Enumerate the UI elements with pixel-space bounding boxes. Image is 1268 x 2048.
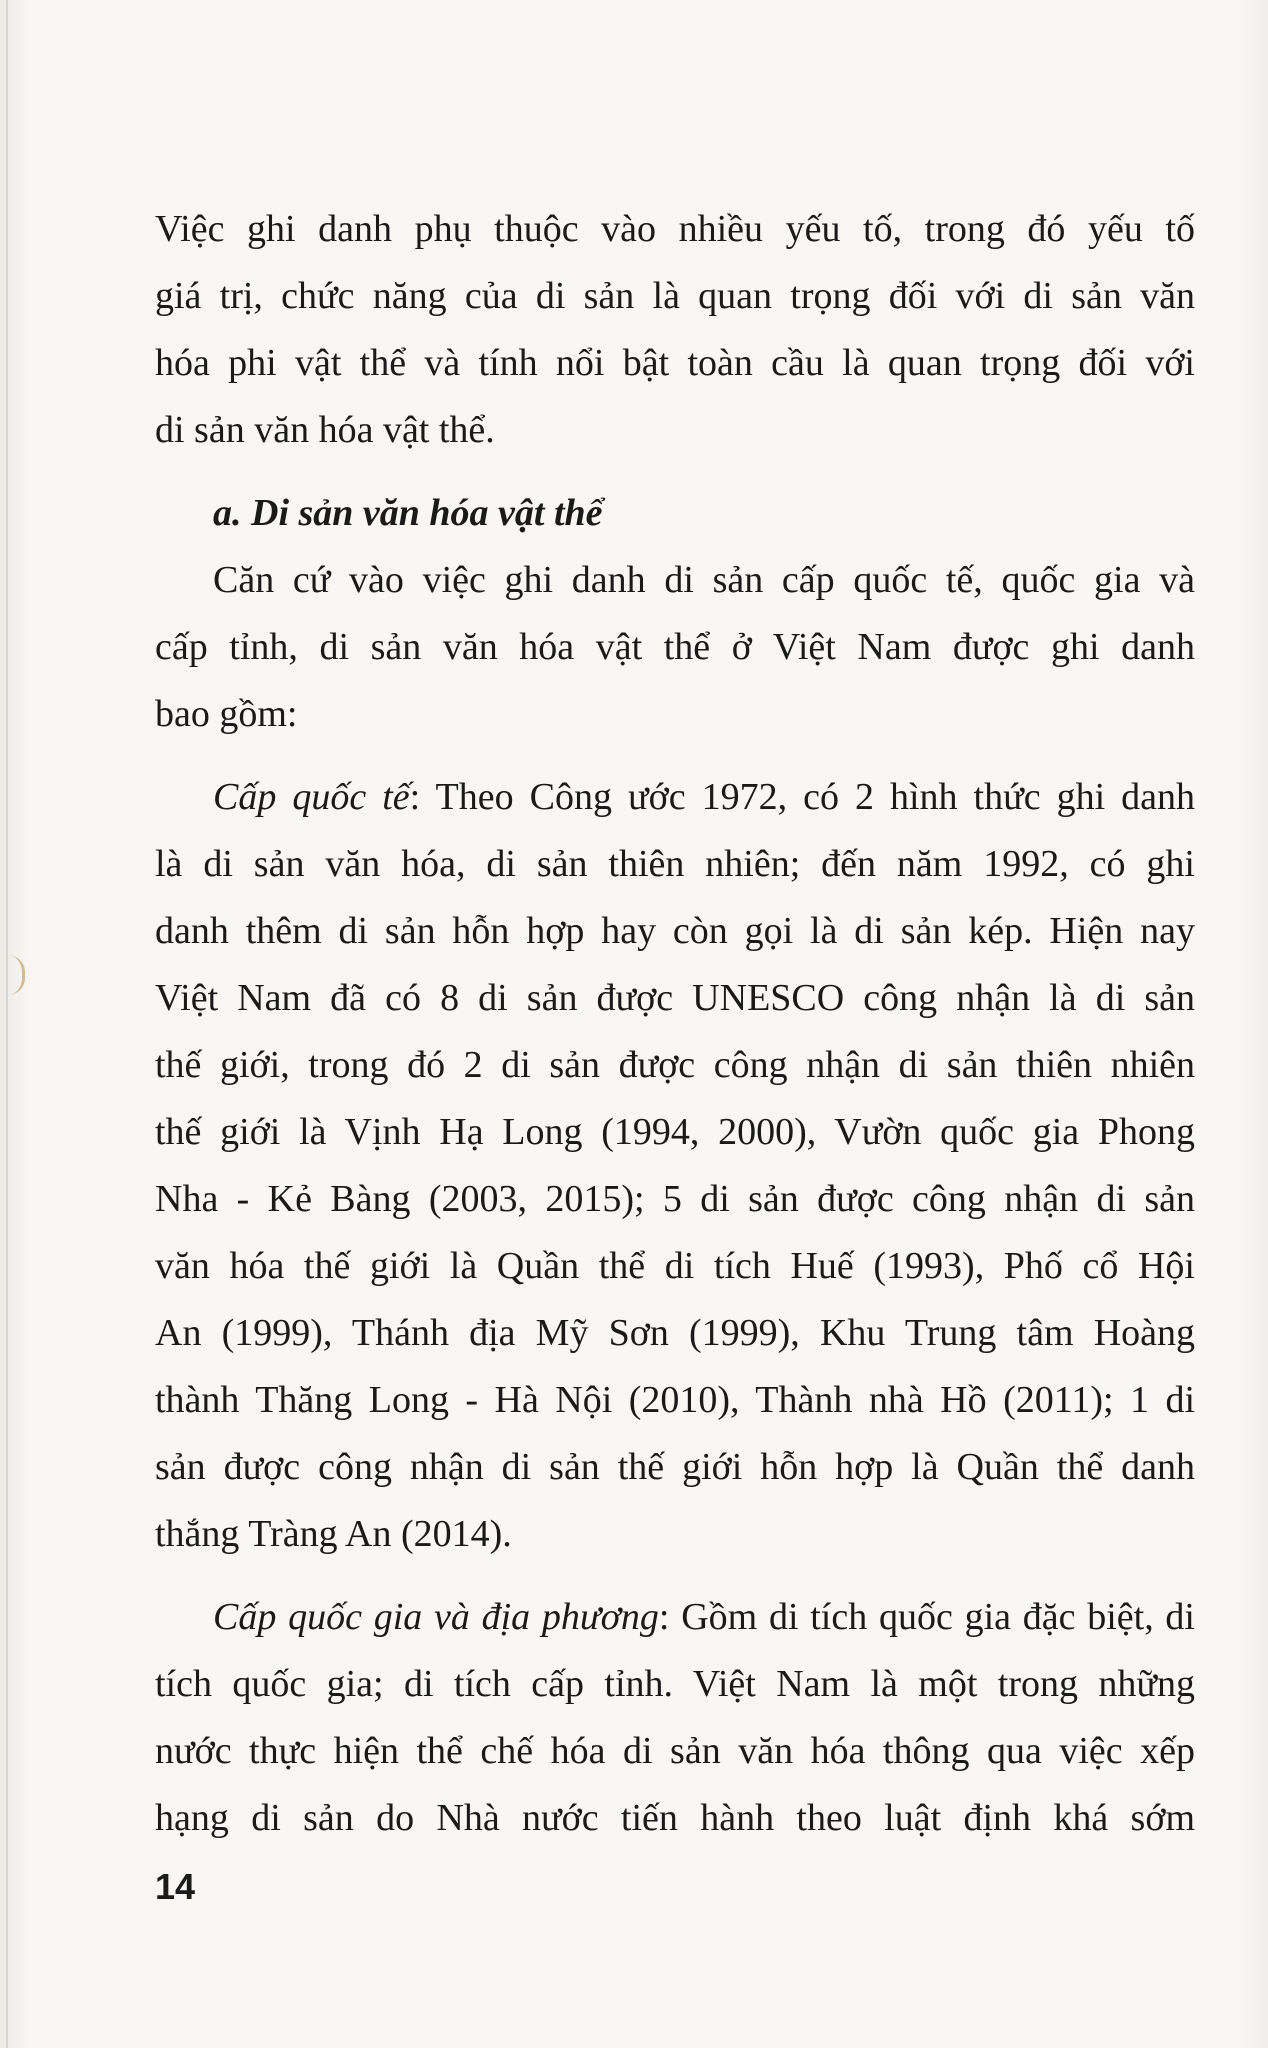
page-edge — [6, 0, 8, 2048]
text-line: danh thêm di sản hỗn hợp hay còn gọi là di sản kép. Hiện nay — [155, 910, 1195, 952]
page-edge-mark — [8, 955, 25, 995]
text-line: là di sản văn hóa, di sản thiên nhiên; đến năm 1992, có ghi — [155, 843, 1195, 885]
section-heading: a. Di sản văn hóa vật thể — [213, 492, 603, 534]
text-line — [155, 764, 1195, 831]
text-line: thắng Tràng An (2014). — [155, 1513, 512, 1555]
text-line: Việc ghi danh phụ thuộc vào nhiều yếu tố, trong đó yếu tố — [155, 208, 1195, 250]
text-line: nước thực hiện thể chế hóa di sản văn hóa thông qua việc xếp — [155, 1730, 1195, 1772]
text-line: di sản văn hóa vật thể. — [155, 409, 495, 451]
text-line: An (1999), Thánh địa Mỹ Sơn (1999), Khu Trung tâm Hoàng — [155, 1312, 1195, 1354]
text-line: thành Thăng Long - Hà Nội (2010), Thành nhà Hồ (2011); 1 di — [155, 1379, 1195, 1421]
text-line: hóa phi vật thể và tính nổi bật toàn cầu là quan trọng đối với — [155, 342, 1195, 384]
text-line — [155, 1584, 1195, 1651]
text-line: thế giới là Vịnh Hạ Long (1994, 2000), Vườn quốc gia Phong — [155, 1111, 1195, 1153]
text-line: giá trị, chức năng của di sản là quan trọng đối với di sản văn — [155, 275, 1195, 317]
text-line: sản được công nhận di sản thế giới hỗn hợp là Quần thể danh — [155, 1446, 1195, 1488]
text-line: thế giới, trong đó 2 di sản được công nhận di sản thiên nhiên — [155, 1044, 1195, 1086]
text-line: Việt Nam đã có 8 di sản được UNESCO công nhận là di sản — [155, 977, 1195, 1019]
text-run: : Theo Công ước 1972, có 2 hình thức ghi danh — [409, 776, 1196, 818]
term-international: Cấp quốc tế — [213, 776, 410, 818]
text-line: tích quốc gia; di tích cấp tỉnh. Việt Nam là một trong những — [155, 1663, 1195, 1705]
body-text — [155, 196, 1195, 1852]
page-number: 14 — [155, 1866, 196, 1907]
text-line: bao gồm: — [155, 693, 298, 735]
text-line: Căn cứ vào việc ghi danh di sản cấp quốc tế, quốc gia và — [213, 559, 1195, 601]
term-national-local: Cấp quốc gia và địa phương — [213, 1596, 659, 1638]
text-line: hạng di sản do Nhà nước tiến hành theo luật định khá sớm — [155, 1797, 1195, 1839]
text-line: cấp tỉnh, di sản văn hóa vật thể ở Việt Nam được ghi danh — [155, 626, 1195, 668]
text-line: văn hóa thế giới là Quần thể di tích Huế (1993), Phố cổ Hội — [155, 1245, 1195, 1287]
text-run: : Gồm di tích quốc gia đặc biệt, di — [658, 1596, 1195, 1638]
text-line: Nha - Kẻ Bàng (2003, 2015); 5 di sản được công nhận di sản — [155, 1178, 1195, 1220]
